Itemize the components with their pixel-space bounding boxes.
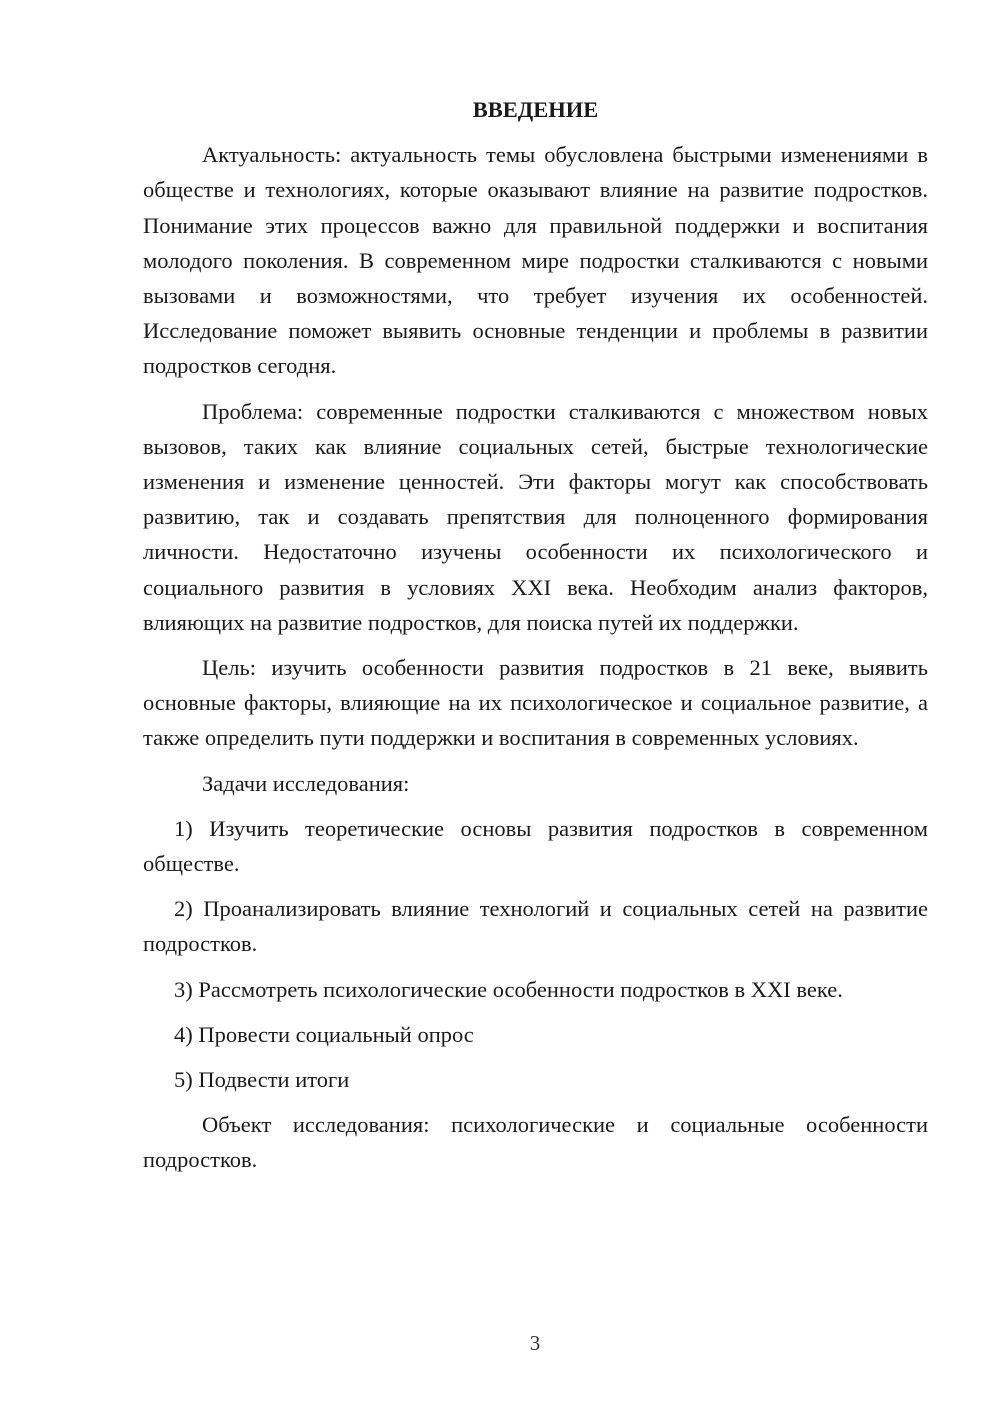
object-paragraph: Объект исследования: психологические и социальные особенности подростков. [143,1112,928,1173]
page-content [143,92,928,1188]
task-item: 4) Провести социальный опрос [174,1021,474,1047]
task-item: 5) Подвести итоги [174,1067,350,1093]
task-item: 3) Рассмотреть психологические особенности подростков в XXI веке. [174,976,843,1002]
relevance-paragraph: Актуальность: актуальность темы обусловлена быстрыми изменениями в обществе и технологиях, которые оказывают влияние на развитие подростков. Понимание этих процессов важно для правильной поддержки и воспитания молодого поколения. В современном мире подростки сталкиваются с новыми вызовами и возможностями, что требует изучения их особенностей. Исследование поможет выявить основные тенденции и проблемы в развитии подростков сегодня. [143,142,928,379]
task-item: 1) Изучить теоретические основы развития подростков в современном обществе. [143,815,928,877]
task-item: 2) Проанализировать влияние технологий и социальных сетей на развитие подростков. [143,896,928,957]
page-number: 3 [529,1331,541,1355]
problem-paragraph: Проблема: современные подростки сталкиваются с множеством новых вызовов, таких как влияние социальных сетей, быстрые технологические изменения и изменение ценностей. Эти факторы могут как способствовать развитию, так и создавать препятствия для полноценного формирования личности. Недостаточно изучены особенности их психологического и социального развития в условиях XXI века. Необходим анализ факторов, влияющих на развитие подростков, для поиска путей их поддержки. [143,398,928,635]
goal-paragraph: Цель: изучить особенности развития подростков в 21 веке, выявить основные факторы, влияющие на их психологическое и социальное развитие, а также определить пути поддержки и воспитания в современных условиях. [143,655,928,751]
section-title: ВВЕДЕНИЕ [472,97,599,122]
tasks-heading: Задачи исследования: [202,770,410,796]
